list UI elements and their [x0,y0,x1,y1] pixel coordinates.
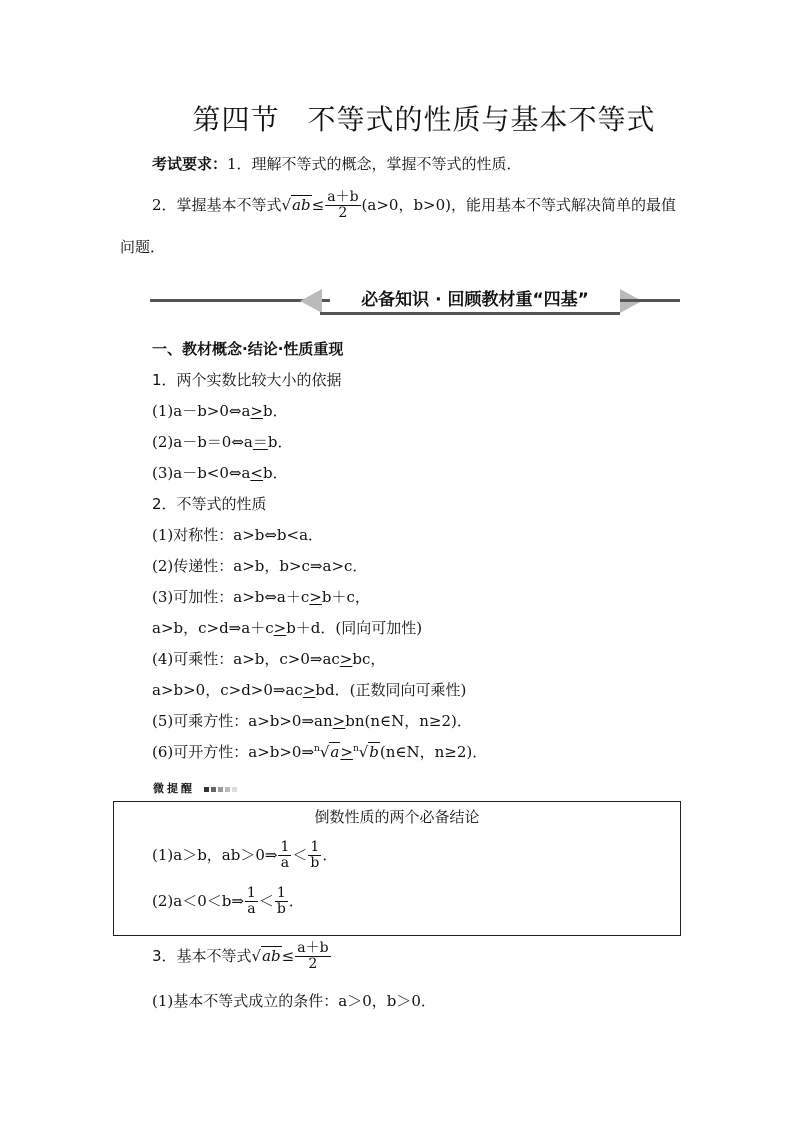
sqrt-ab: √ab [281,195,311,214]
section-1-heading: 一、教材概念·结论·性质重现 [152,340,344,358]
condition-line: (1)基本不等式成立的条件：a＞0，b＞0． [152,992,436,1010]
requirements-line-3: 问题． [120,238,166,256]
subsection-2-heading: 2．不等式的性质 [152,495,267,513]
box-line-1: (1)a＞b，ab＞0⇒ $\frac{1}{a}$ ＜ $\frac{1}{b}$ ． [152,839,338,872]
requirement-item-2-prefix: 2．掌握基本不等式 [152,195,282,214]
property-symmetry: (1)对称性：a>b⇔b<a． [152,526,324,544]
reciprocal-properties-box [113,801,681,936]
nth-root-a: $^n$√a [314,743,340,761]
subsection-1-heading: 1．两个实数比较大小的依据 [152,371,342,389]
requirement-item-2-condition: (a>0，b>0)，能用基本不等式解决简单的最值 [361,195,677,214]
rule-1: (1)a－b>0⇔a>b． [152,402,288,420]
requirement-item-1: 1．理解不等式的概念，掌握不等式的性质． [227,155,522,173]
property-multiplicativity-2: a>b>0，c>d>0⇒ac>bd．(正数同向可乘性) [152,681,467,699]
property-power: (5)可乘方性：a>b>0⇒an>bn(n∈N，n≥2)． [152,712,472,730]
banner-title: 必备知识 · 回顾教材重“四基” [361,290,589,310]
box-line-2: (2)a＜0＜b⇒ $\frac{1}{a}$ ＜ $\frac{1}{b}$ ． [152,885,304,918]
nth-root-b: $^n$√b [352,743,379,761]
section-banner [150,282,680,316]
property-additivity: (3)可加性：a>b⇔a＋c>b＋c， [152,588,370,606]
fraction-a-plus-b-over-2: $\frac{a+b}{2}$ [327,189,359,222]
property-root: (6)可开方性：a>b>0⇒$^n$√a>$^n$√b(n∈N，n≥2)． [152,743,488,761]
tip-label: 微提醒 [153,780,237,796]
requirements-label: 考试要求： [152,155,228,173]
property-transitivity: (2)传递性：a>b，b>c⇒a>c． [152,557,368,575]
property-additivity-2: a>b，c>d⇒a＋c>b＋d．(同向可加性) [152,619,423,637]
section-title: 不等式的性质与基本不等式 [307,103,656,136]
section-number: 第四节 [192,103,280,136]
section-3-heading: 3．基本不等式√ab≤ $\frac{a+b}{2}$ [152,940,329,973]
requirements-line-1 [152,153,522,174]
fraction-a-plus-b-over-2-b: $\frac{a+b}{2}$ [297,940,329,973]
requirements-line-2: 2．掌握基本不等式√ab≤ $\frac{a+b}{2}$ (a>0，b>0)，能用基本不等式解决简单的最值 [152,189,677,222]
box-title: 倒数性质的两个必备结论 [314,808,480,826]
sqrt-ab-2: √ab [251,946,281,965]
page-title [0,98,794,138]
rule-2: (2)a－b＝0⇔a＝b． [152,433,293,451]
property-multiplicativity: (4)可乘性：a>b，c>0⇒ac>bc， [152,650,386,668]
rule-3: (3)a－b<0⇔a<b． [152,464,288,482]
